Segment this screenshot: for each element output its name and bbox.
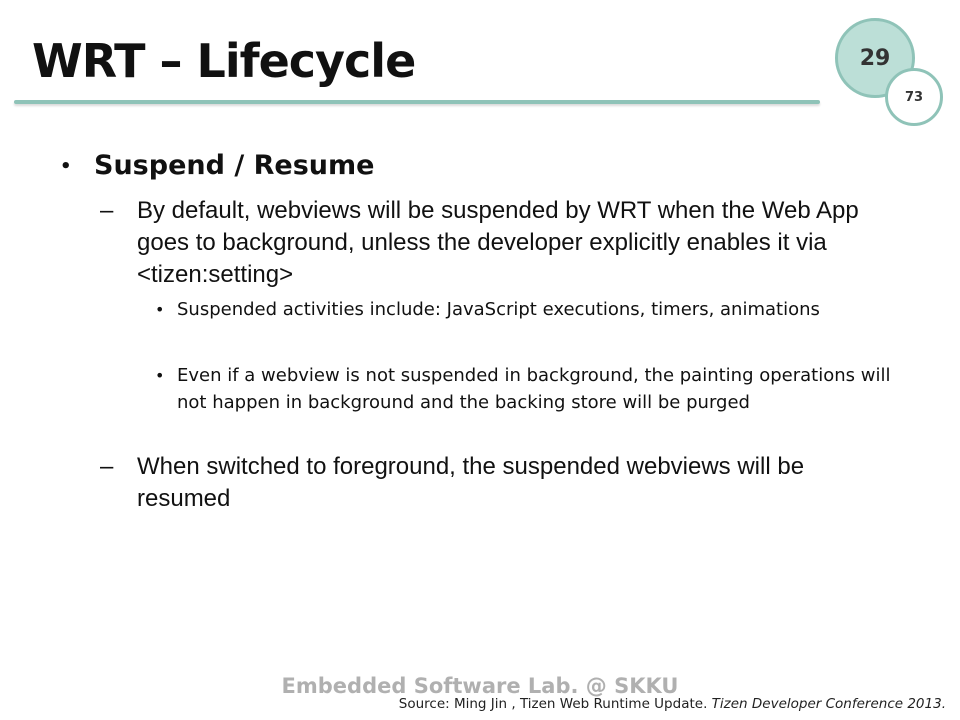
list-item-text: By default, webviews will be suspended by WRT when the Web App goes to background, unless the developer explicitly enables it via <tizen:setting> <box>137 197 859 288</box>
title-underline <box>14 100 820 104</box>
sub-list-item <box>155 362 915 416</box>
bullet-icon: • <box>155 300 165 319</box>
sub-list-item-text: Even if a webview is not suspended in background, the painting operations will not happen in background and the backing store will be purged <box>177 365 891 413</box>
footer-lab-name: Embedded Software Lab. @ SKKU <box>281 674 679 698</box>
source-conference: Tizen Developer Conference 2013. <box>711 696 946 712</box>
total-pages: 73 <box>904 89 924 105</box>
list-item <box>100 195 900 291</box>
list-item <box>100 451 900 515</box>
sub-list-item <box>155 296 915 323</box>
dash-icon: – <box>100 453 114 480</box>
source-text: Source: Ming Jin , Tizen Web Runtime Update. <box>398 696 712 712</box>
bullet-icon: • <box>155 366 165 385</box>
bullet-icon: • <box>60 156 72 177</box>
source-citation <box>399 696 946 712</box>
page-number: 29 <box>859 45 891 71</box>
total-pages-badge <box>885 68 943 126</box>
dash-icon: – <box>100 197 114 224</box>
slide-title: WRT – Lifecycle <box>32 34 416 88</box>
sub-list-item-text: Suspended activities include: JavaScript executions, timers, animations <box>177 299 820 320</box>
list-item-text: When switched to foreground, the suspended webviews will be resumed <box>137 453 805 512</box>
section-heading: Suspend / Resume <box>94 150 375 181</box>
